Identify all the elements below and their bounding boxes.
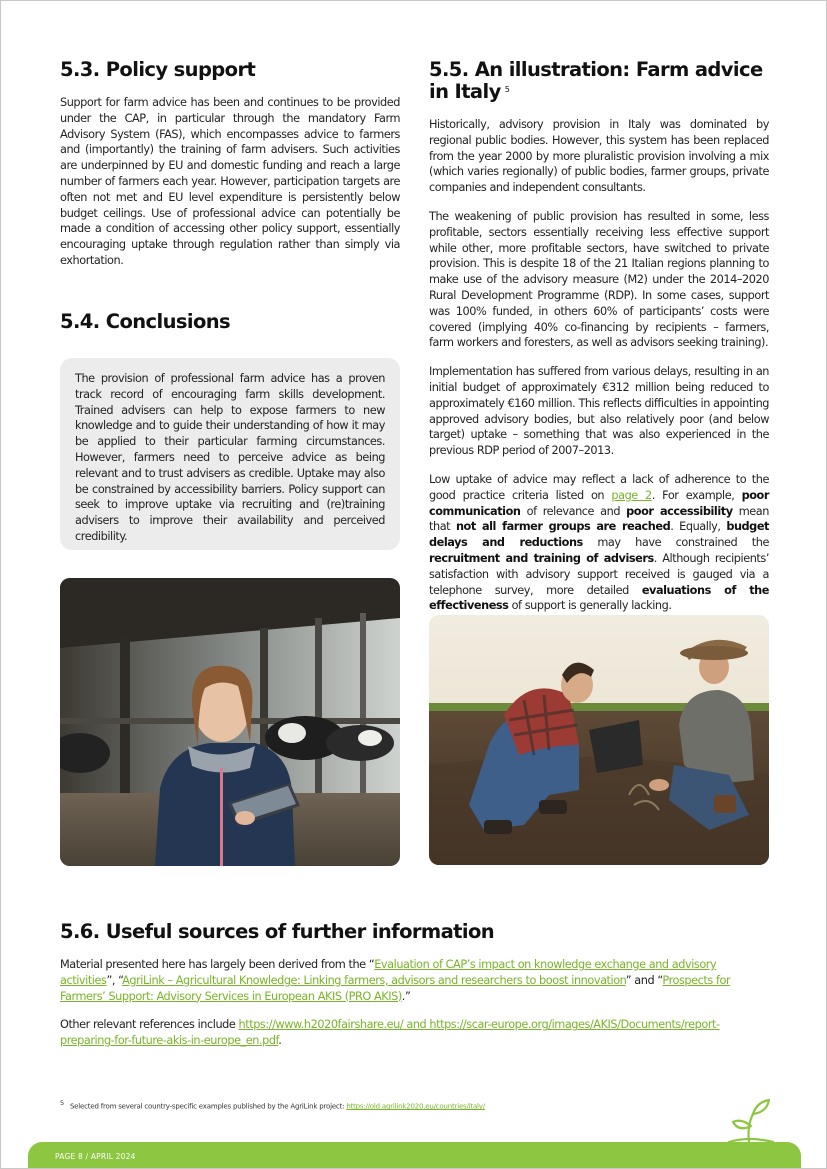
section-5-3-heading: 5.3. Policy support: [60, 58, 256, 81]
section-5-3-body: Support for farm advice has been and continues to be provided under the CAP, in particular through the mandatory Farm Advisory System (FAS), which encompasses advice to farmers and (importantly) the training of farm advisers. Such activities are underpinned by EU and domestic funding and reach a large number of farmers each year. However, participation targets are often not met and EU level expenditure is persistently below budget ceilings. Use of professional advice can potentially be made a condition of accessing other policy support, essentially encouraging uptake through regulation rather than simply via exhortation.: [60, 96, 400, 267]
bold-run: recruitment and training of advisers: [429, 551, 654, 565]
text-run: .: [278, 1034, 282, 1048]
sprout-icon: [727, 1096, 775, 1144]
evaluation-cap-link[interactable]: Evaluation of CAP’s impact on knowledge exchange and advisory activities: [60, 958, 717, 987]
text-run: of support is generally lacking.: [508, 599, 672, 613]
section-5-5-paragraph-4: [429, 472, 769, 614]
text-run: mean that: [429, 504, 769, 534]
text-run: ” and “: [625, 973, 663, 987]
footnote-ref-5[interactable]: 5: [504, 85, 510, 94]
footer-bar: [28, 1142, 801, 1169]
text-run: . Equally,: [670, 520, 727, 534]
left-column: [60, 58, 400, 543]
section-5-6: [60, 921, 770, 1049]
barn-woman-illustration: [60, 578, 400, 866]
section-5-6-paragraph-1: [60, 957, 770, 1004]
footer-page-label: PAGE 8 / APRIL 2024: [55, 1152, 136, 1161]
bold-run: budget delays and reductions: [429, 520, 769, 550]
text-run: . For example,: [651, 488, 742, 502]
conclusions-text: The provision of professional farm advice has a proven track record of encouraging farm skills development. Trained advisers can help to expose farmers to new knowledge and to guide their understanding of how it may be applied to their particular farming circumstances. However, farmers need to perceive advice as being relevant and to trust advisers as credible. Uptake may also be constrained by accessibility barriers. Policy support can seek to improve uptake via recruiting and (re)training advisers to improve their availability and perceived credibility.: [75, 372, 385, 543]
text-run: .”: [401, 989, 411, 1003]
page-2-link[interactable]: page 2: [611, 488, 652, 502]
section-5-6-paragraph-2: [60, 1017, 770, 1049]
section-5-5-paragraph-1: Historically, advisory provision in Italy was dominated by regional public bodies. However, this system has been replaced from the year 2000 by more pluralistic provision involving a mix (which varies regionally) of public bodies, farmer groups, private companies and independent consultants.: [429, 118, 769, 195]
photo-two-farmers-field: [429, 615, 769, 865]
text-run: Other relevant references include: [60, 1018, 239, 1032]
section-5-4: [60, 311, 400, 333]
text-run: ”, “: [106, 973, 123, 987]
text-run: may have constrained the: [582, 536, 770, 550]
section-5-6-heading: 5.6. Useful sources of further information: [60, 920, 495, 943]
footnote: [60, 1099, 660, 1110]
section-5-5-title: 5.5. An illustration: Farm advice in Italy: [429, 58, 763, 103]
footnote-number: 5: [60, 1099, 64, 1107]
footnote-text: Selected from several country-specific examples published by the AgriLink project:: [69, 1102, 347, 1111]
photo-woman-with-tablet: [60, 578, 400, 866]
section-5-5-paragraph-2: The weakening of public provision has resulted in some, less profitable, sectors essentially receiving less effective support while other, more profitable sectors, have switched to private provision. This is despite 18 of the 21 Italian regions planning to make use of the advisory measure (M2) under the 2014–2020 Rural Development Programme (RDP). In some cases, support was 100% funded, in others 60% of participants’ costs were covered (implying 40% co-financing by recipients – farmers, farm workers and foresters, as well as advisors seeking training).: [429, 209, 769, 350]
agrilink-link[interactable]: AgriLink – Agricultural Knowledge: Linking farmers, advisors and researchers to boost innovation: [122, 973, 626, 987]
bold-run: poor communication: [429, 488, 769, 518]
bold-run: not all farmer groups are reached: [455, 520, 671, 534]
text-run: . Although recipients’ satisfaction with advisory support received is gauged via a telephone survey, more detailed: [429, 551, 769, 597]
agrilink-italy-link[interactable]: https://old.agrilink2020.eu/countries/italy/: [346, 1102, 485, 1111]
conclusions-box: [60, 358, 400, 550]
bold-run: evaluations of the effectiveness: [429, 583, 769, 613]
pro-akis-link[interactable]: Prospects for Farmers’ Support: Advisory Services in European AKIS (PRO AKIS): [60, 973, 731, 1003]
section-5-5-paragraph-3: Implementation has suffered from various delays, resulting in an initial budget of approximately €312 million being reduced to approximately €160 million. This reflects difficulties in appointing approved advisory bodies, but also relatively poor (and below target) uptake – something that was also experienced in the previous RDP period of 2007–2013.: [429, 365, 769, 458]
bold-run: poor accessibility: [626, 504, 733, 518]
text-run: Material presented here has largely been derived from the “: [60, 958, 375, 971]
section-5-5-heading: [429, 59, 769, 103]
references-link[interactable]: https://www.h2020fairshare.eu/ and https://scar-europe.org/images/AKIS/Documents/report-preparing-for-future-akis-in-europe_en.pdf: [60, 1018, 720, 1048]
text-run: of relevance and: [520, 504, 627, 518]
section-5-4-heading: 5.4. Conclusions: [60, 310, 231, 333]
field-farmers-illustration: [429, 615, 769, 865]
right-column: [429, 59, 769, 614]
text-run: Low uptake of advice may reflect a lack of adherence to the good practice criteria listed on: [429, 472, 769, 502]
